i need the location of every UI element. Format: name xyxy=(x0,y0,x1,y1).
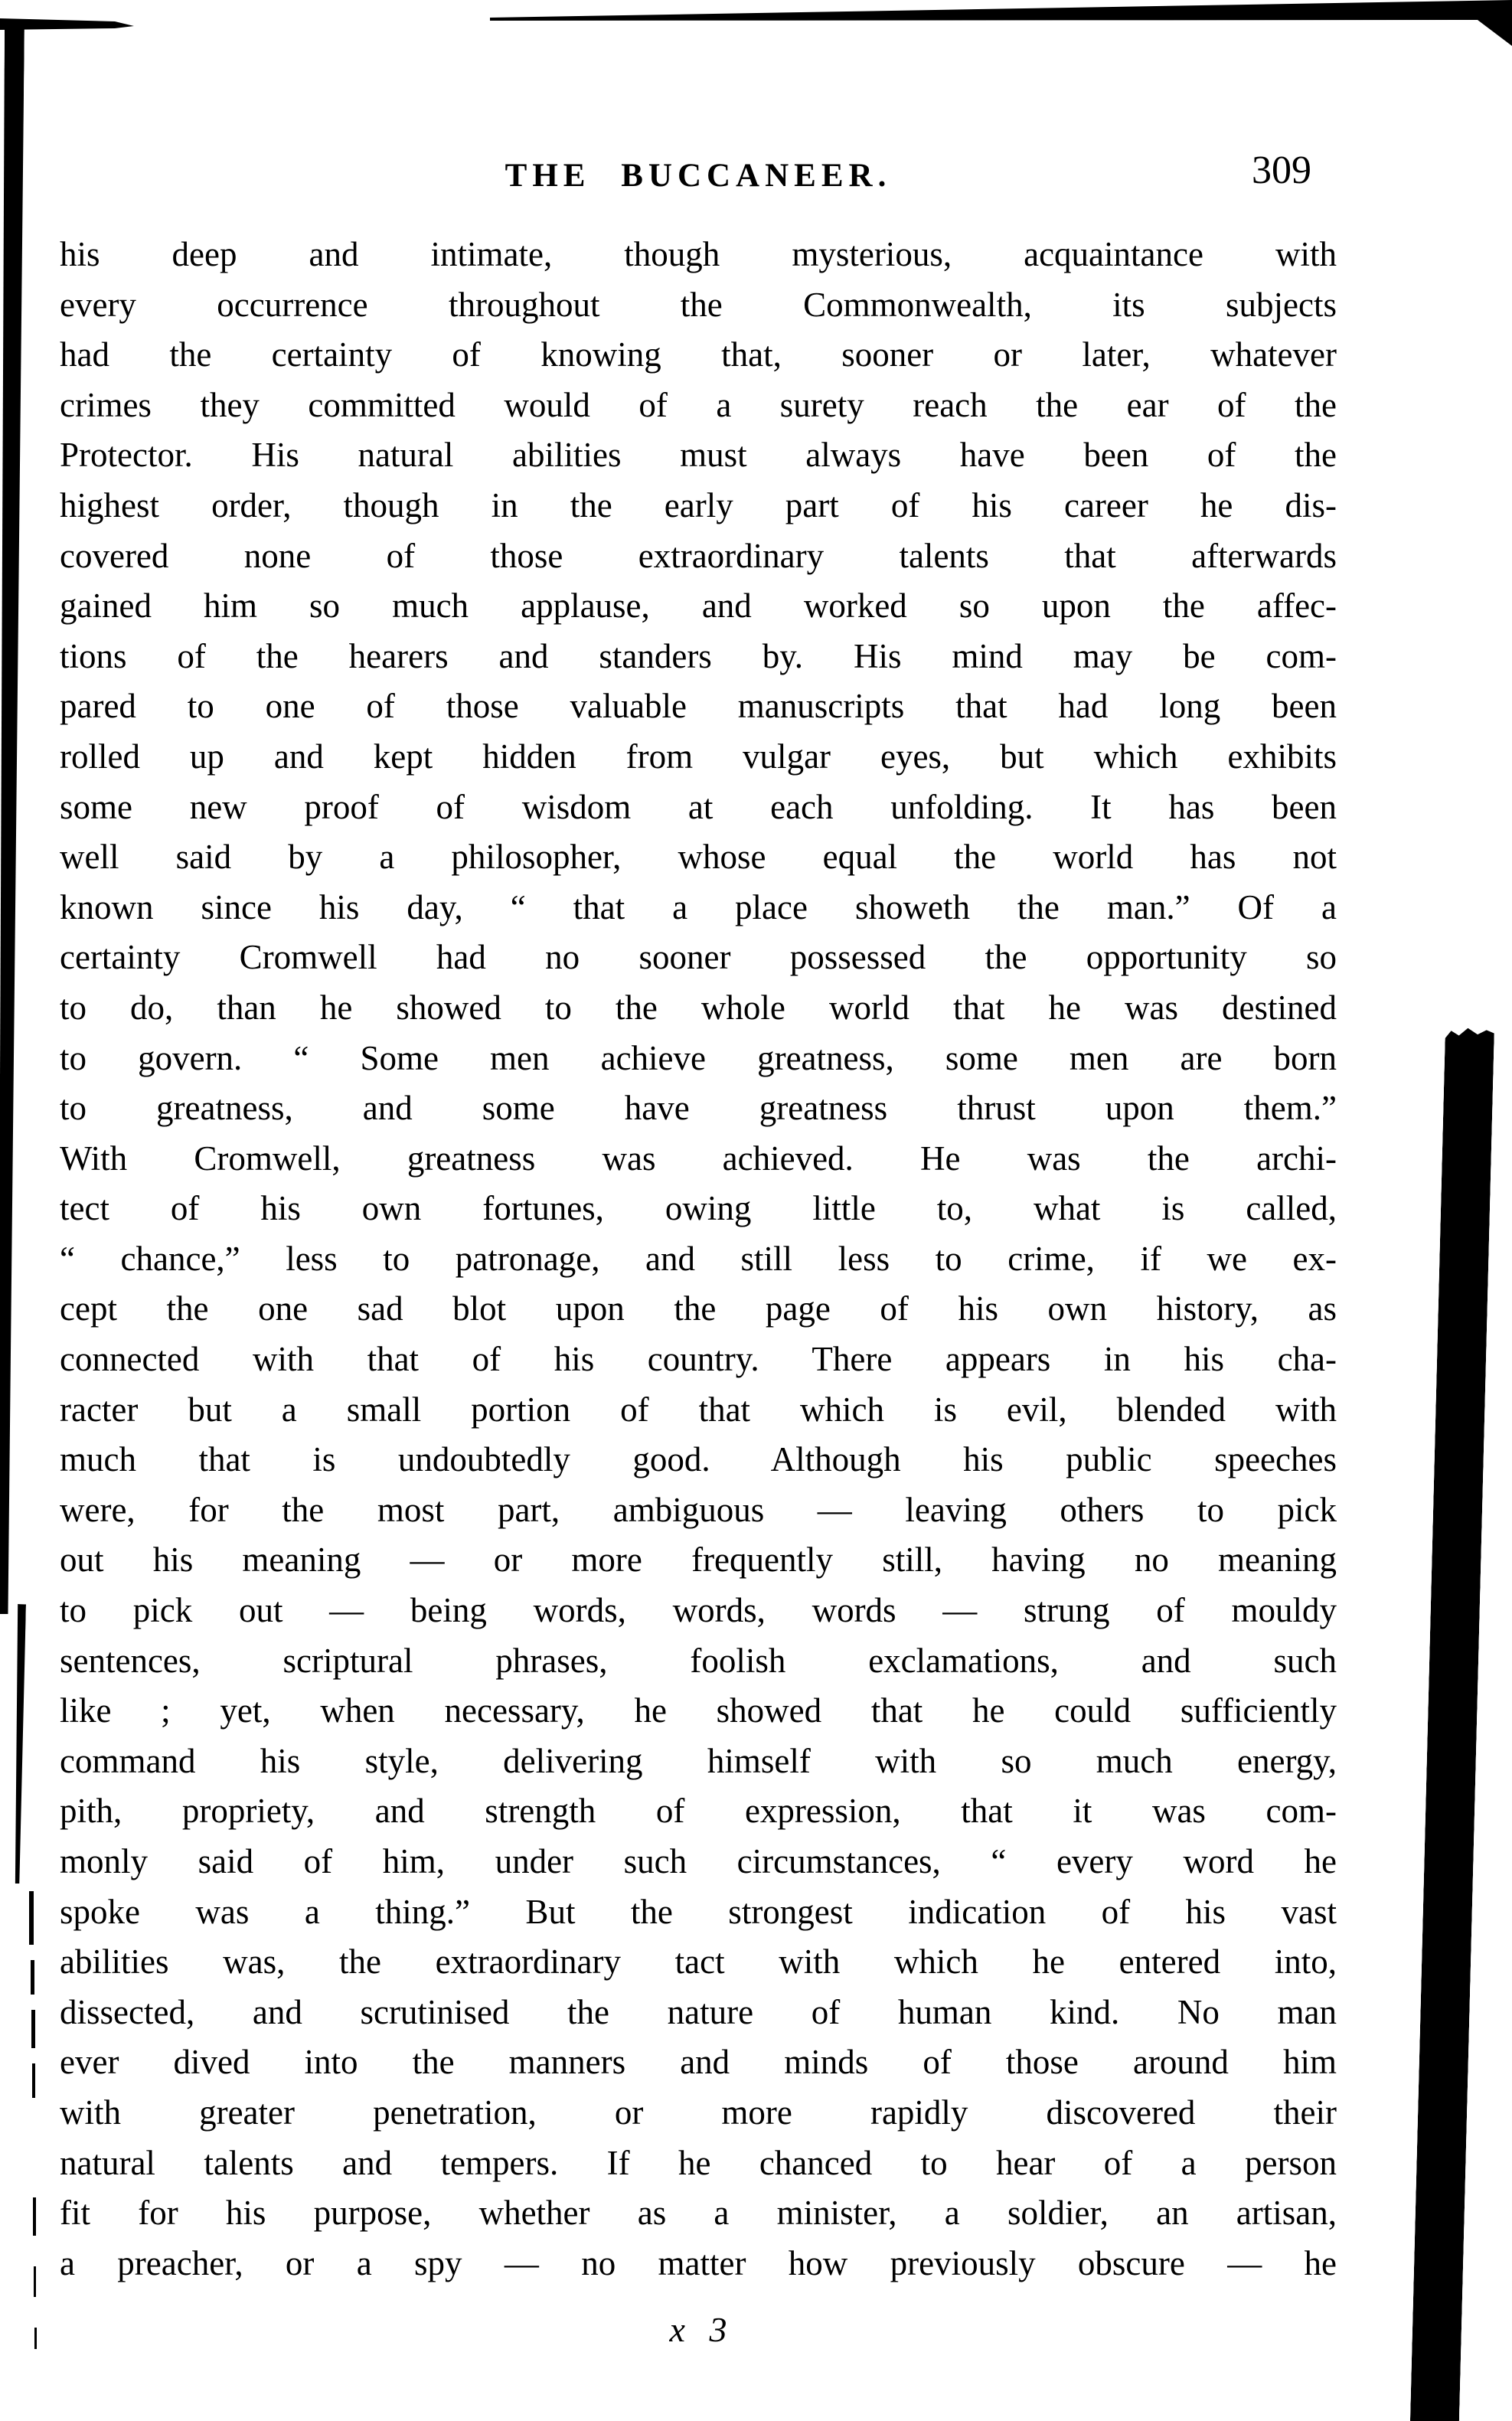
text-line: covered none of those extraordinary talents that afterwards xyxy=(60,536,1337,575)
text-line: like ; yet, when necessary, he showed that he could sufficiently xyxy=(60,1691,1337,1730)
text-line: cept the one sad blot upon the page of his own history, as xyxy=(60,1289,1337,1328)
text-line: a preacher, or a spy — no matter how previously obscure — he xyxy=(60,2243,1337,2282)
text-line: well said by a philosopher, whose equal the world has not xyxy=(60,838,1337,877)
text-line: gained him so much applause, and worked so upon the affec- xyxy=(60,586,1337,626)
text-line: out his meaning — or more frequently still, having no meaning xyxy=(60,1540,1337,1580)
text-line: monly said of him, under such circumstances, “ every word he xyxy=(60,1842,1337,1880)
scan-artifact-left-dash xyxy=(31,1960,34,1995)
text-line: much that is undoubtedly good. Although his public speeches xyxy=(60,1440,1337,1479)
scan-artifact-left-dash xyxy=(32,2063,35,2098)
text-line: had the certainty of knowing that, sooner or later, whatever xyxy=(60,335,1337,374)
scan-artifact-left-dash xyxy=(34,2328,37,2349)
text-line: highest order, though in the early part of his career he dis- xyxy=(60,485,1337,524)
text-line: every occurrence throughout the Commonwealth, its subjects xyxy=(60,285,1337,324)
text-line: with greater penetration, or more rapidly discovered their xyxy=(60,2093,1337,2132)
text-line: dissected, and scrutinised the nature of human kind. No man xyxy=(60,1992,1337,2031)
text-line: With Cromwell, greatness was achieved. He was the archi- xyxy=(60,1139,1337,1178)
text-line: “ chance,” less to patronage, and still less to crime, if we ex- xyxy=(60,1239,1337,1278)
text-line: command his style, delivering himself with so much energy, xyxy=(60,1741,1337,1780)
text-line: to govern. “ Some men achieve greatness, some men are born xyxy=(60,1038,1337,1077)
text-line: connected with that of his country. There appears in his cha- xyxy=(60,1340,1337,1379)
scan-artifact-left-dash xyxy=(34,2266,36,2297)
page-number: 309 xyxy=(1252,149,1311,192)
text-line: to do, than he showed to the whole world that he was destined xyxy=(60,988,1337,1027)
text-line: some new proof of wisdom at each unfolding. It has been xyxy=(60,787,1337,826)
text-line: rolled up and kept hidden from vulgar eyes, but which exhibits xyxy=(60,737,1337,776)
scan-artifact-left-dash xyxy=(33,2197,36,2236)
body-text-block xyxy=(60,230,1337,2289)
scan-artifact-right-edge-smudge xyxy=(1410,1028,1494,2421)
text-line: tect of his own fortunes, owing little to, what is called, xyxy=(60,1189,1337,1228)
text-line: sentences, scriptural phrases, foolish exclamations, and such xyxy=(60,1641,1337,1680)
text-line: known since his day, “ that a place showeth the man.” Of a xyxy=(60,887,1337,926)
text-line: were, for the most part, ambiguous — leaving others to pick xyxy=(60,1490,1337,1529)
running-head-title: THE BUCCANEER. xyxy=(505,158,892,194)
text-line: his deep and intimate, though mysterious, acquaintance with xyxy=(60,235,1337,273)
text-line: abilities was, the extraordinary tact with which he entered into, xyxy=(60,1942,1337,1982)
text-line: spoke was a thing.” But the strongest indication of his vast xyxy=(60,1892,1337,1931)
text-line: tions of the hearers and standers by. His mind may be com- xyxy=(60,636,1337,675)
scan-artifact-left-binding-line-lower xyxy=(12,1604,26,1884)
scan-artifact-top-right-edge xyxy=(490,0,1512,50)
scan-artifact-left-dash xyxy=(29,1891,34,1945)
text-line: ever dived into the manners and minds of those around him xyxy=(60,2043,1337,2082)
text-line: racter but a small portion of that which is evil, blended with xyxy=(60,1390,1337,1429)
scan-artifact-left-dash xyxy=(31,2010,35,2048)
text-line: fit for his purpose, whether as a minister, a soldier, an artisan, xyxy=(60,2194,1337,2233)
text-line: certainty Cromwell had no sooner possessed the opportunity so xyxy=(60,938,1337,977)
text-line: to greatness, and some have greatness thrust upon them.” xyxy=(60,1089,1337,1128)
text-line: Protector. His natural abilities must always have been of the xyxy=(60,436,1337,475)
text-line: pith, propriety, and strength of expression, that it was com- xyxy=(60,1792,1337,1831)
text-line: to pick out — being words, words, words — strung of mouldy xyxy=(60,1591,1337,1630)
text-line: crimes they committed would of a surety reach the ear of the xyxy=(60,385,1337,424)
text-line: pared to one of those valuable manuscripts that had long been xyxy=(60,687,1337,726)
signature-mark: x 3 xyxy=(669,2310,727,2349)
text-line: natural talents and tempers. If he chanced to hear of a person xyxy=(60,2143,1337,2182)
scan-artifact-left-binding-line xyxy=(0,21,24,1614)
